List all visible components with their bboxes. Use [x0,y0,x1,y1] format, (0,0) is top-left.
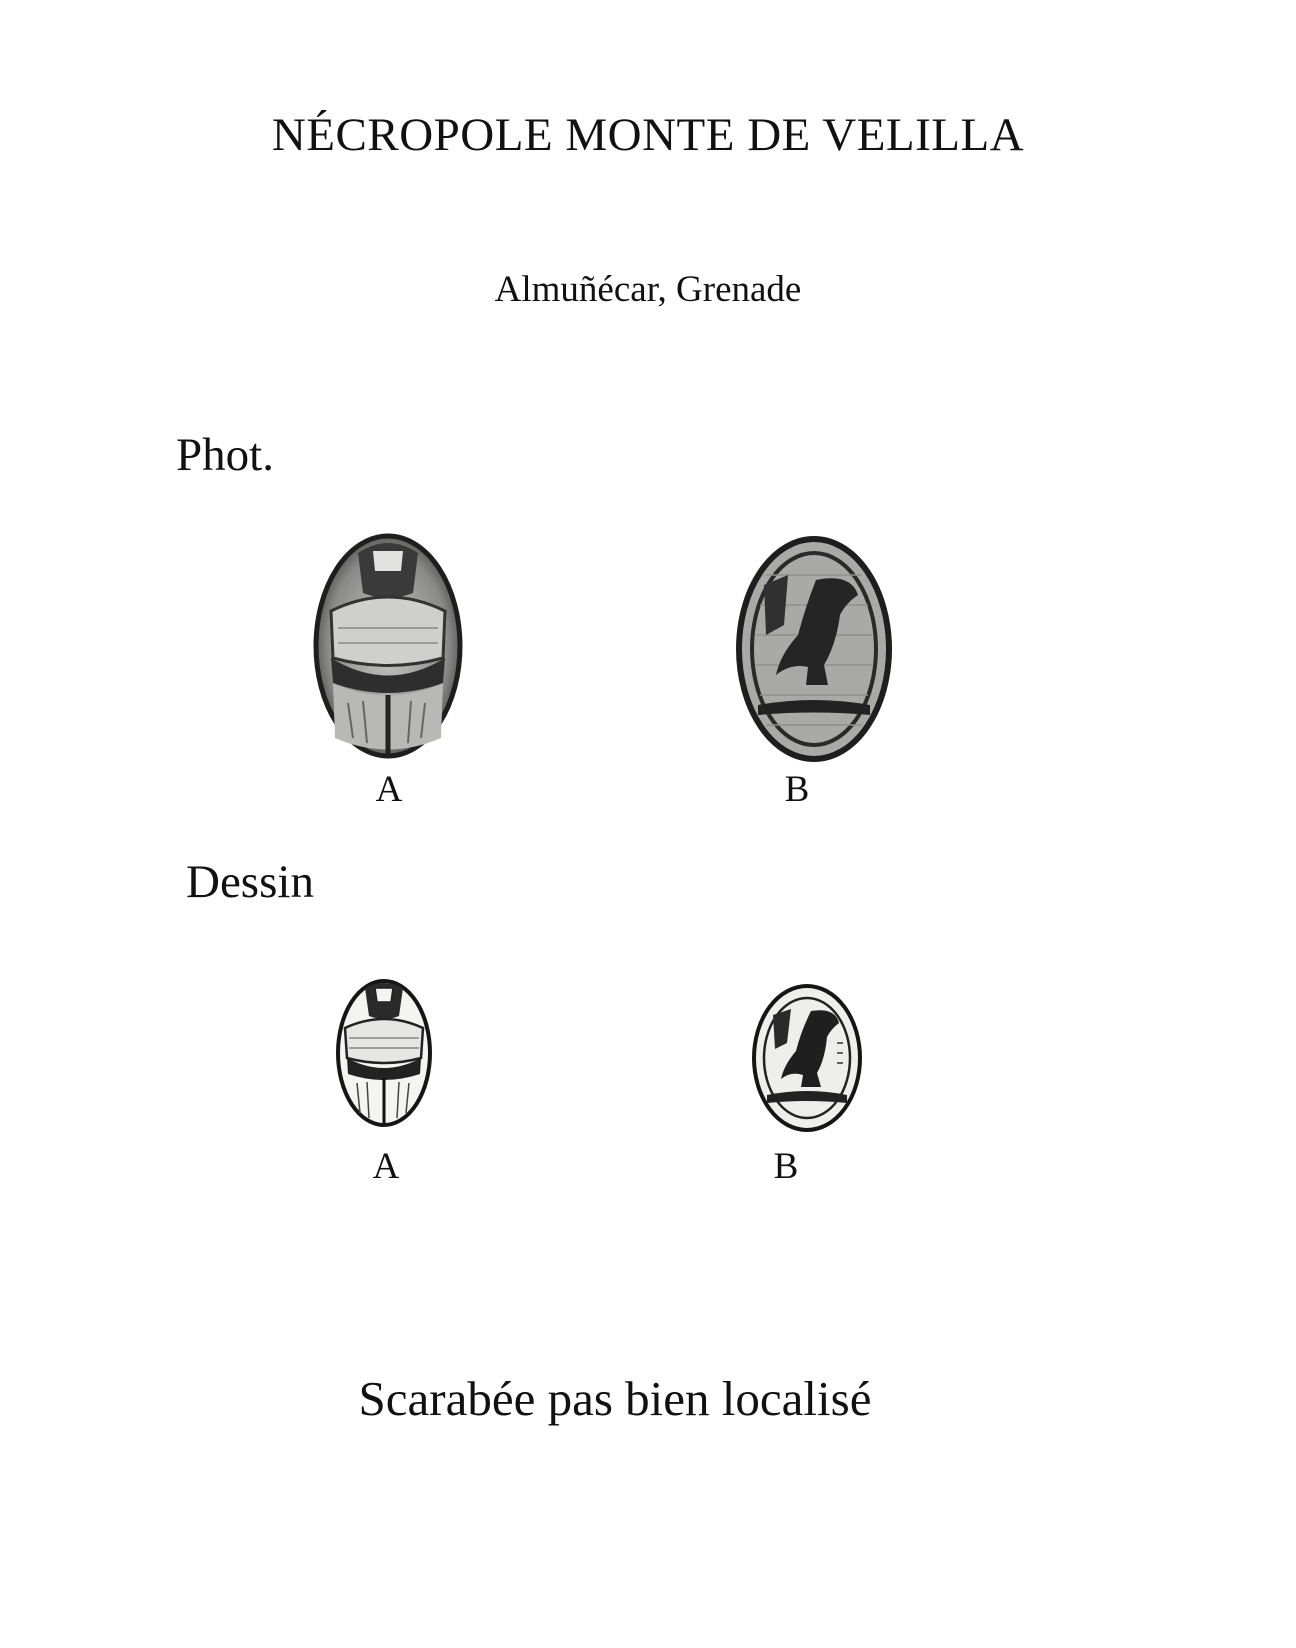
drawing-section-heading: Dessin [186,856,314,908]
photo-scarab-a-back [313,533,463,759]
photo-section-heading: Phot. [176,429,274,481]
photo-label-b: B [784,769,810,810]
photo-scarab-b-base [736,535,892,763]
photo-label-a: A [375,769,403,810]
page-title: NÉCROPOLE MONTE DE VELILLA [271,109,1025,161]
drawing-scarab-a-back [335,978,433,1128]
page-subtitle: Almuñécar, Grenade [494,269,802,310]
figure-caption: Scarabée pas bien localisé [358,1371,872,1426]
drawing-label-a: A [372,1146,400,1187]
drawing-scarab-b-base [751,983,863,1133]
drawing-label-b: B [773,1146,799,1187]
